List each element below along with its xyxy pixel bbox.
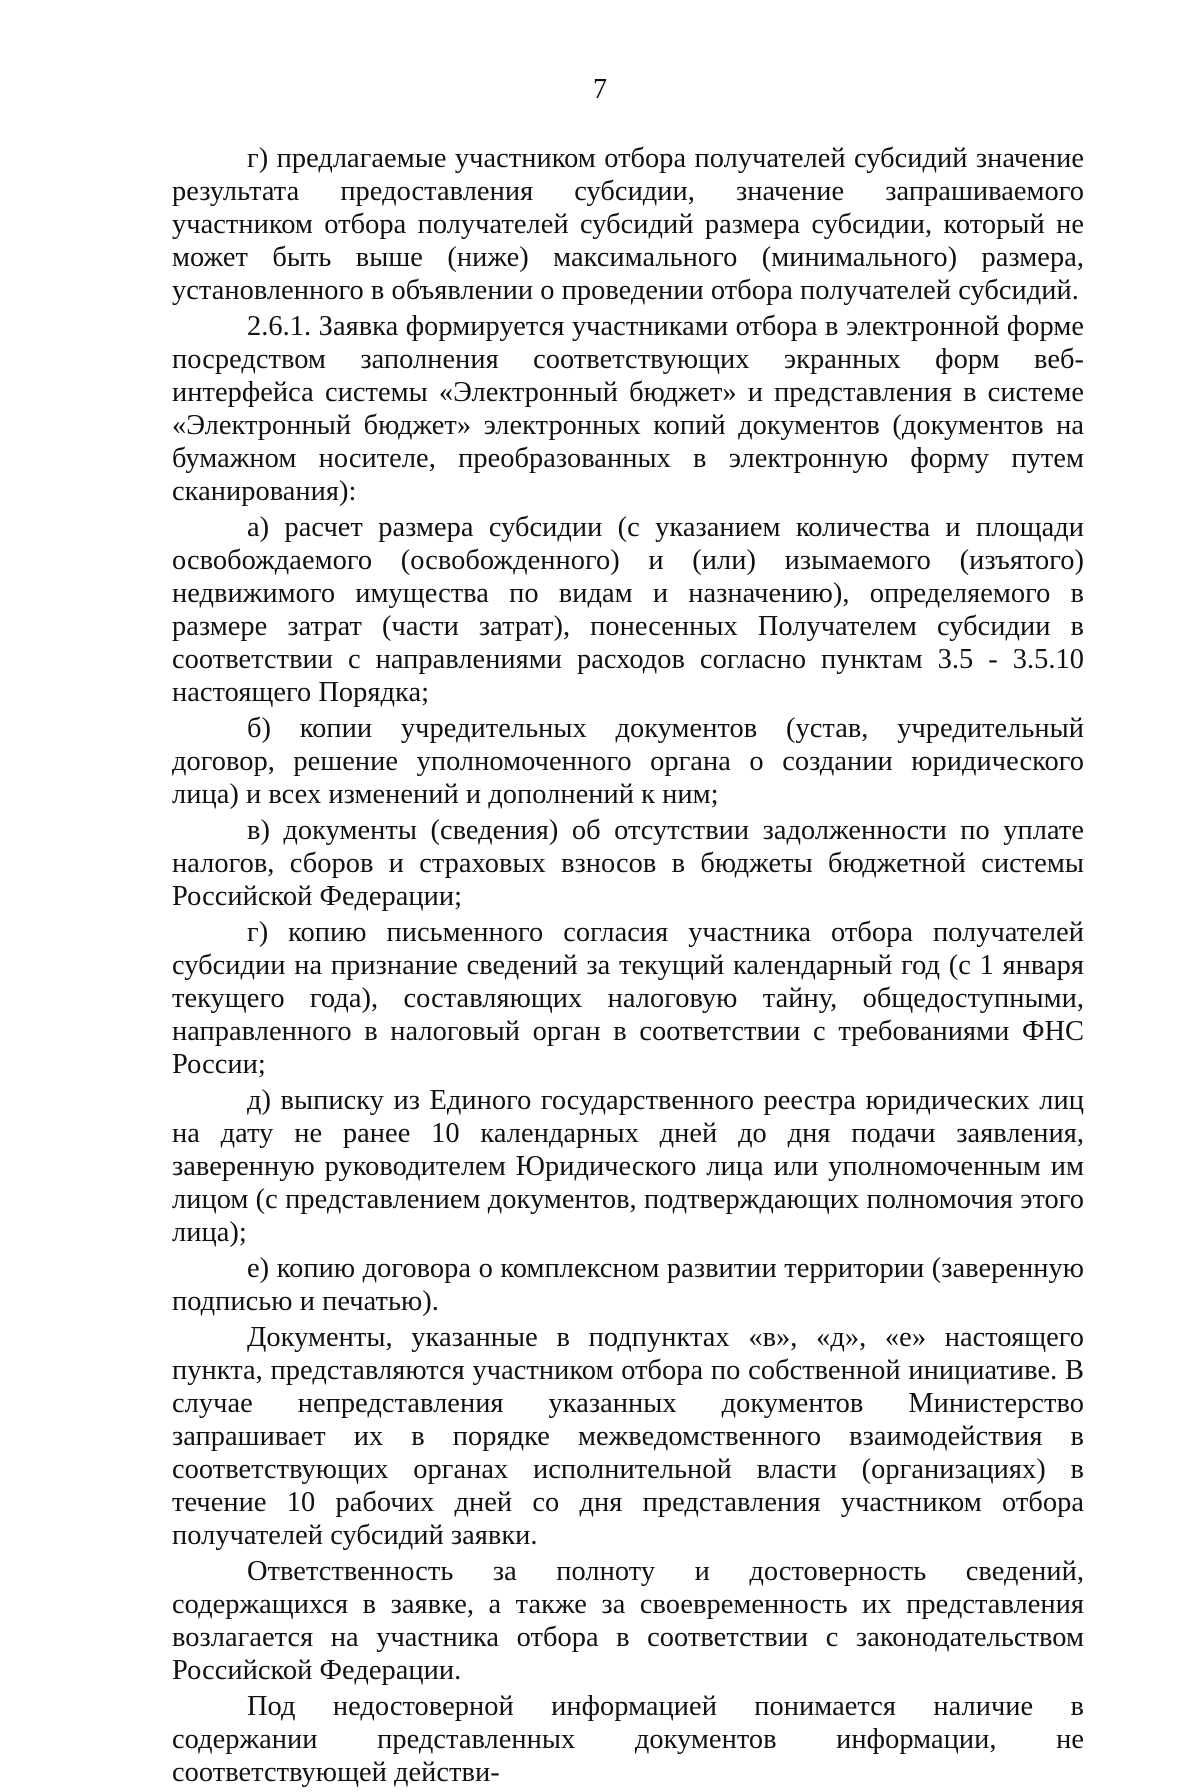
paragraph-subitem-g-result: г) предлагаемые участником отбора получателей субсидий значение результата предоставления субсидии, значение запрашиваемого участником отбора получателей субсидий размера субсидии, который не может быть выше (ниже) максимального (минимального) размера, установленного в объявлении о проведении отбора получателей субсидий. xyxy=(172,143,1084,306)
document-body xyxy=(172,142,1084,1792)
paragraph-subitem-a: а) расчет размера субсидии (с указанием количества и площади освобождаемого (освобожденного) и (или) изымаемого (изъятого) недвижимого имущества по видам и назначению), определяемого в размере затрат (части затрат), понесенных Получателем субсидии в соответствии с направлениями расходов согласно пунктам 3.5 - 3.5.10 настоящего Порядка; xyxy=(172,512,1084,708)
paragraph-subitem-b: б) копии учредительных документов (устав, учредительный договор, решение уполномоченного органа о создании юридического лица) и всех изменений и дополнений к ним; xyxy=(172,713,1084,810)
paragraph-subitem-g-consent: г) копию письменного согласия участника отбора получателей субсидии на признание сведений за текущий календарный год (с 1 января текущего года), составляющих налоговую тайну, общедоступными, направленного в налоговый орган в соответствии с требованиями ФНС России; xyxy=(172,917,1084,1080)
paragraph-2-6-1: 2.6.1. Заявка формируется участниками отбора в электронной форме посредством заполнения соответствующих экранных форм веб-интерфейса системы «Электронный бюджет» и представления в системе «Электронный бюджет» электронных копий документов (документов на бумажном носителе, преобразованных в электронную форму путем сканирования): xyxy=(172,311,1084,507)
paragraph-subitem-e: е) копию договора о комплексном развитии территории (заверенную подписью и печатью). xyxy=(172,1253,1084,1317)
paragraph-subitem-d: д) выписку из Единого государственного реестра юридических лиц на дату не ранее 10 календарных дней до дня подачи заявления, заверенную руководителем Юридического лица или уполномоченным им лицом (с представлением документов, подтверждающих полномочия этого лица); xyxy=(172,1085,1084,1248)
paragraph-unreliable-information: Под недостоверной информацией понимается наличие в содержании представленных документов информации, не соответствующей действи- xyxy=(172,1691,1084,1788)
paragraph-documents-own-initiative: Документы, указанные в подпунктах «в», «д», «е» настоящего пункта, представляются участником отбора по собственной инициативе. В случае непредставления указанных документов Министерство запрашивает их в порядке межведомственного взаимодействия в соответствующих органах исполнительной власти (организациях) в течение 10 рабочих дней со дня представления участником отбора получателей субсидий заявки. xyxy=(172,1322,1084,1551)
paragraph-subitem-v: в) документы (сведения) об отсутствии задолженности по уплате налогов, сборов и страховых взносов в бюджеты бюджетной системы Российской Федерации; xyxy=(172,815,1084,912)
paragraph-responsibility: Ответственность за полноту и достоверность сведений, содержащихся в заявке, а также за своевременность их представления возлагается на участника отбора в соответствии с законодательством Российской Федерации. xyxy=(172,1556,1084,1686)
page-number: 7 xyxy=(593,74,607,105)
